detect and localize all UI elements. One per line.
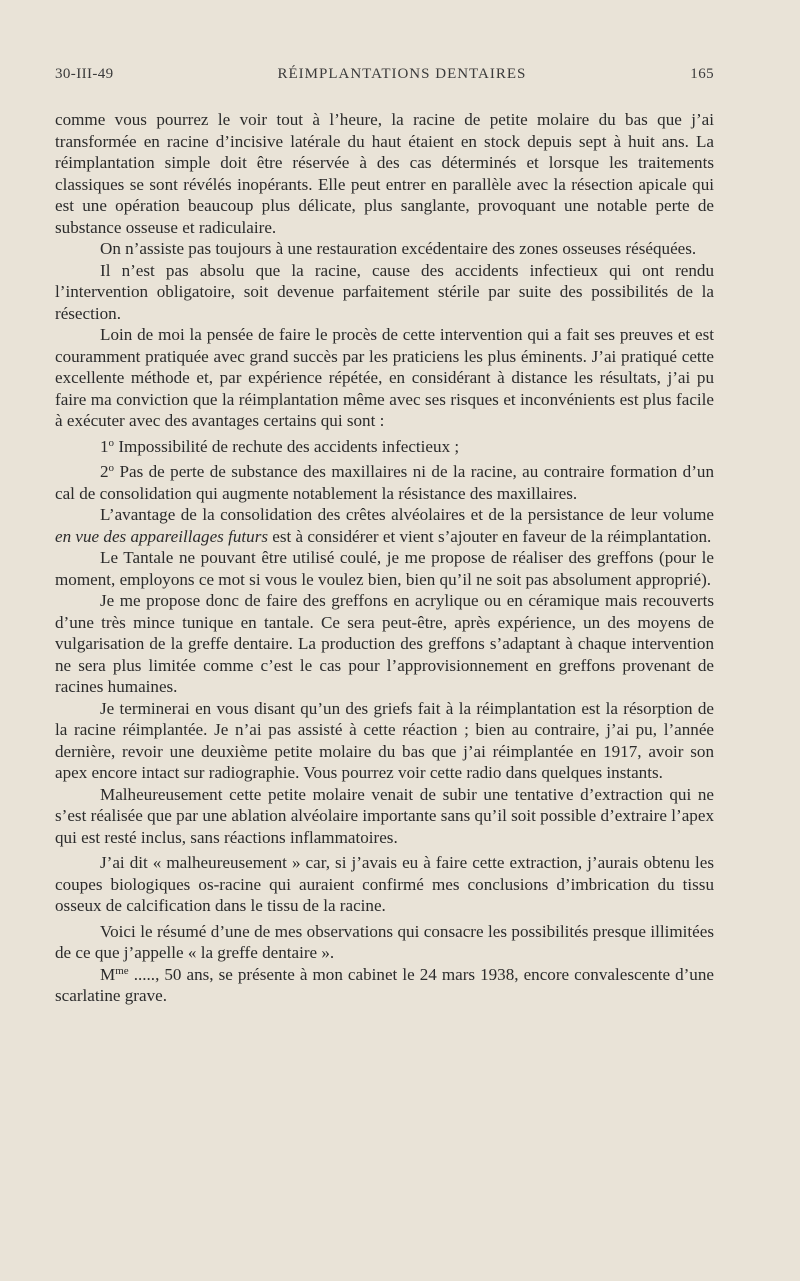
paragraph: On n’assiste pas toujours à une restauration excédentaire des zones osseuses réséquées. [100,239,697,258]
paragraph: Loin de moi la pensée de faire le procès de cette intervention qui a fait ses preuves et est couramment pratiquée avec grand succès par les praticiens les plus éminents. J’ai pratiqué cette excellente méthode et, par expérience répétée, en considérant à distance les résultats, j’ai pu faire ma conviction que la réimplantation même avec ses risques et inconvénients est plus facile à exécuter avec des avantages certains qui sont : [55,325,714,430]
running-header [55,66,714,83]
header-title: RÉIMPLANTATIONS DENTAIRES [277,66,527,82]
italic-phrase: en vue des appareillages futurs [55,526,269,546]
paragraph: $M^{me}$ ....., 50 ans, se présente à mon cabinet le 24 mars 1938, encore convalescente d’une scarlatine grave. [55,964,714,1005]
paragraph: Je me propose donc de faire des greffons en acrylique ou en céramique mais recouverts d’une très mince tunique en tantale. Ce sera peut-être, après expérience, un des moyens de vulgarisation de la greffe dentaire. La production des greffons s’adaptant à chaque intervention ne sera plus limitée comme c’est le cas pour l’approvisionnement en greffons provenant de racines humaines. [55,591,714,696]
article-body [55,109,714,1007]
paragraph: Je terminerai en vous disant qu’un des griefs fait à la réimplantation est la résorption de la racine réimplantée. Je n’ai pas assisté à cette réaction ; bien au contraire, j’ai pu, l’année dernière, revoir une deuxième petite molaire du bas que j’ai réimplantée en 1917, avoir son apex encore intact sur radiographie. Vous pourrez voir cette radio dans quelques instants. [55,698,714,782]
paragraph: Il n’est pas absolu que la racine, cause des accidents infectieux qui ont rendu l’intervention obligatoire, soit devenue parfaitement stérile par suite des possibilités de la résection. [55,260,714,323]
list-item-1: 1$^o$ Impossibilité de rechute des accidents infectieux ; [100,436,460,456]
paragraph: comme vous pourrez le voir tout à l’heure, la racine de petite molaire du bas que j’ai transformée en racine d’incisive latérale du haut étaient en stock depuis sept à huit ans. La réimplantation simple doit être réservée à des cas déterminés et lorsque les traitements classiques se sont révélés inopérants. Elle peut entrer en parallèle avec la résection apicale qui est une opération beaucoup plus délicate, plus sanglante, provoquant une notable perte de substance osseuse et radiculaire. [55,110,714,237]
list-item-2: 2$^o$ Pas de perte de substance des maxillaires ni de la racine, au contraire formation d’un cal de consolidation qui augmente notablement la résistance des maxillaires. [55,462,715,503]
page-number: 165 [690,66,714,82]
list-number: 1 [100,436,109,456]
paragraph: Le Tantale ne pouvant être utilisé coulé, je me propose de réaliser des greffons (pour le moment, employons ce mot si vous le voulez bien, bien qu’il ne soit pas absolument approprié). [55,548,714,589]
paragraph: J’ai dit « malheureusement » car, si j’avais eu à faire cette extraction, j’aurais obtenu les coupes biologiques os-racine qui auraient confirmé mes conclusions d’imbrication du tissu osseux de calcification dans le tissu de la racine. [55,853,714,915]
list-number: 2 [100,462,109,481]
paragraph: Voici le résumé d’une de mes observations qui consacre les possibilités presque illimitées de ce que j’appelle « la greffe dentaire ». [55,921,714,962]
paragraph: Malheureusement cette petite molaire venait de subir une tentative d’extraction qui ne s’est réalisée que par une ablation alvéolaire importante sans qu’il soit possible d’extraire l’apex qui est resté inclus, sans réactions inflammatoires. [55,784,714,847]
paragraph: L’avantage de la consolidation des crêtes alvéolaires et de la persistance de leur volume en vue des appareillages futurs est à considérer et vient s’ajouter en faveur de la réimplantation. [55,505,714,546]
header-date: 30-III-49 [55,66,114,82]
